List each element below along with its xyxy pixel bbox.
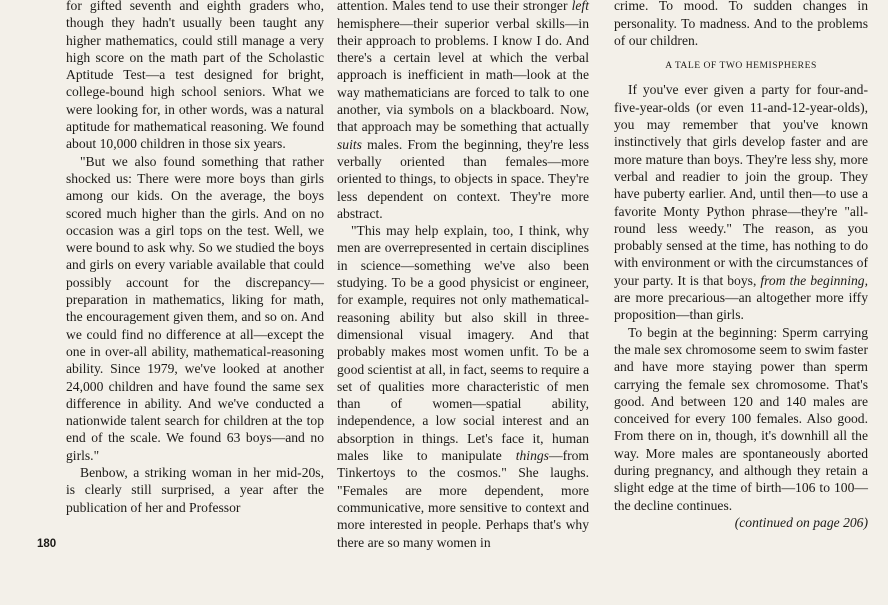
col2-p1-text-a: attention. Males tend to use their stronger <box>337 0 568 14</box>
column-right <box>614 0 868 531</box>
col2-p2-emphasis-things: things <box>515 448 549 464</box>
col3-paragraph-2 <box>614 81 868 323</box>
col3-p2-text-a: If you've ever given a party for four-and-five-year-olds (or even 11-and-12-year-olds), you may remember that you've known instinctively that girls develop faster and are more mature than boys. They're less shy, more verbal and readier to join the group. They have puberty earlier. And, until then—to use a favorite Monty Python phrase—they're "all-round less weedy." The reason, as you probably sensed at the time, has nothing to do with environment or with the circumstances of your party. It is that boys, <box>614 82 868 288</box>
column-middle <box>337 0 589 551</box>
continued-on-page: (continued on page 206) <box>734 514 868 530</box>
col3-p2-emphasis: from the beginning, <box>760 272 868 288</box>
col2-p1-text-b: hemisphere—their superior verbal skills—in their approach to problems. I know I do. And there's a certain level at which the verbal approach is inefficient in math—look at the way mathematicians are forced to talk to one another, via symbols on a blackboard. Now, that approach may be something that actually <box>337 15 589 135</box>
col1-paragraph-2: "But we also found something that rather shocked us: There were more boys than girls among our kids. On the average, the boys scored much higher than the girls. And on no occasion was a girl tops on the test. Well, we were bound to ask why. So we studied the boys and girls on every variable available that could possibly account for the discrepancy—preparation in mathematics, liking for math, the encouragement given them, and so on. And we could find no difference at all—except the one in over-all ability, mathematical-reasoning ability. Since 1979, we've looked at another 24,000 children and have found the same sex difference in ability. And we've conducted a nationwide talent search for children at the top end of the scale. We found 63 boys—and no girls." <box>66 153 324 463</box>
column-left <box>66 0 324 516</box>
section-heading: A TALE OF TWO HEMISPHERES <box>665 60 817 72</box>
col2-p1-text-c: males. From the beginning, they're less verbally oriented than females—more oriented to things, to objects in space. They're less dependent on context. They're more abstract. <box>337 136 589 221</box>
col2-p2-text-a: "This may help explain, too, I think, why men are overrepresented in certain disciplines in science—something we've also been studying. To be a good physicist or engineer, for example, requires not only mathematical-reasoning ability but also skill in three-dimensional visual imagery. And that probably makes most women unfit. To be a good scientist at all, in fact, seems to require a set of qualities more characteristic of men than of women—spatial ability, independence, a low social interest and an absorption in things. Let's face it, human males like to manipulate <box>337 223 589 464</box>
col3-paragraph-1: crime. To mood. To sudden changes in personality. To madness. And to the problems of our children. <box>614 0 868 48</box>
col1-paragraph-1: for gifted seventh and eighth graders who, though they hadn't usually been taught any higher mathematics, could still manage a very high score on the math part of the Scholastic Aptitude Test—a test designed for bright, college-bound high school seniors. What we were looking for, in other words, was a natural aptitude for mathematical reasoning. We found about 10,000 children in those six years. <box>66 0 324 152</box>
col1-paragraph-3: Benbow, a striking woman in her mid-20s, is clearly still surprised, a year after the publication of her and Professor <box>66 465 324 515</box>
col3-p2-text-b: are more precarious—an altogether more iffy proposition—than girls. <box>614 290 868 323</box>
col2-p1-emphasis-suits: suits <box>337 136 362 152</box>
col2-paragraph-2 <box>337 222 589 551</box>
col2-paragraph-1 <box>337 0 589 222</box>
page-number: 180 <box>37 538 57 550</box>
col3-paragraph-3: To begin at the beginning: Sperm carrying the male sex chromosome seem to swim faster and have more staying power than sperm carrying the female sex chromosome. That's good. And between 120 and 140 males are conceived for every 100 females. Also good. From there on in, though, it's downhill all the way. More males are spontaneously aborted during pregnancy, and although they retain a slight edge at the time of birth—106 to 100—the decline continues. <box>614 324 868 513</box>
col2-p2-text-b: —from Tinkertoys to the cosmos." She laughs. "Females are more dependent, more communicative, more sensitive to context and more interested in people. Perhaps that's why there are so many women in <box>337 448 589 550</box>
col2-p1-emphasis-left: left <box>571 0 589 14</box>
